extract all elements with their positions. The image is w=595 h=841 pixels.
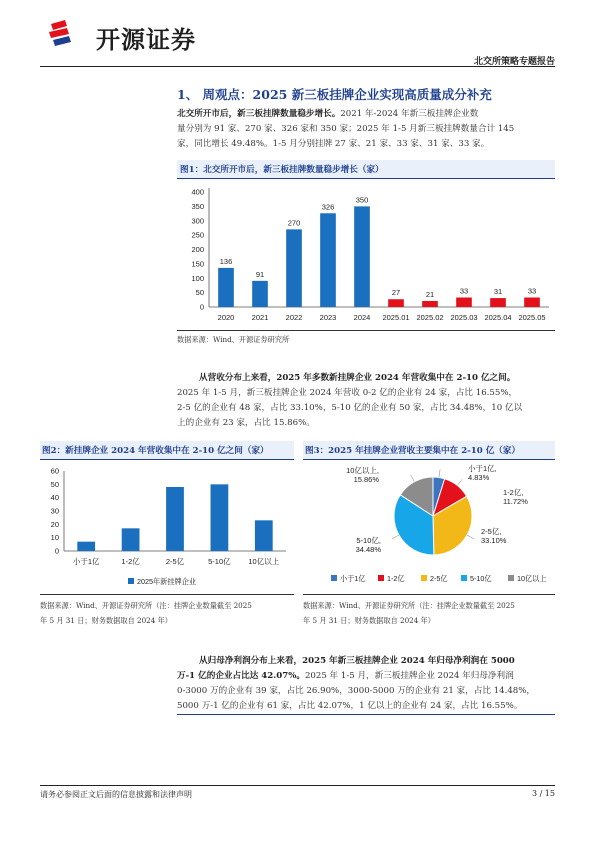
- legend-swatch: [421, 575, 427, 581]
- bar: [388, 299, 404, 307]
- data-label: 33: [527, 286, 537, 296]
- slice-label: 2-5亿,: [481, 527, 502, 536]
- slice-value: 15.86%: [353, 475, 379, 484]
- legend-swatch: [508, 575, 514, 581]
- bar: [286, 229, 302, 307]
- y-tick-label: 20: [50, 519, 59, 529]
- fig2-title: 图2：新挂牌企业 2024 年营收集中在 2-10 亿之间（家）: [42, 446, 269, 456]
- legend-swatch: [331, 575, 337, 581]
- y-tick-label: 40: [50, 493, 59, 503]
- slice-value: 11.72%: [503, 497, 528, 506]
- para2-line2: 2025 年 1-5 月，新三板挂牌企业 2024 年营收 0-2 亿的企业有 24 家，占比 16.55%，: [177, 388, 518, 398]
- data-label: 136: [219, 256, 233, 266]
- y-tick-label: 150: [191, 259, 204, 269]
- para3-line4: 5000 万-1 亿的企业有 61 家，占比 42.07%，1 亿以上的企业有 24 家，占比 16.55%。: [177, 701, 523, 711]
- data-label: 27: [391, 288, 401, 298]
- fig2-source-line1: 数据来源：Wind、开源证券研究所（注：挂牌企业数量截至 2025: [40, 601, 252, 610]
- data-label: 21: [425, 289, 435, 299]
- para3-line3: 0-3000 万的企业有 39 家，占比 26.90%，3000-5000 万的企业有 21 家，占比 14.48%，: [177, 686, 536, 696]
- x-tick-label: 2025.03: [450, 313, 478, 322]
- fig1-bottom-rule: [177, 330, 555, 331]
- bar: [122, 528, 140, 551]
- x-tick-label: 小于1亿: [72, 557, 100, 566]
- fig1-bar-chart: [177, 180, 555, 330]
- bar: [422, 301, 438, 307]
- legend-label: 1-2亿: [387, 574, 405, 583]
- fig2-bar-chart: [40, 461, 294, 594]
- slice-value: 34.48%: [355, 545, 381, 554]
- x-tick-label: 2025.05: [518, 313, 546, 322]
- data-label: 33: [459, 286, 469, 296]
- y-tick-label: 0: [54, 546, 59, 556]
- x-tick-label: 2024: [353, 313, 371, 322]
- y-tick-label: 400: [191, 187, 204, 197]
- footer-disclaimer: 请务必参阅正文后面的信息披露和法律声明: [40, 790, 192, 799]
- bar: [490, 298, 506, 307]
- fig2-title-bar: [40, 441, 294, 459]
- y-tick-label: 350: [191, 201, 204, 211]
- y-tick-label: 100: [191, 273, 204, 283]
- legend-swatch: [128, 578, 134, 584]
- paragraph-net-profit: [177, 654, 557, 714]
- page-number: 3 / 15: [531, 789, 555, 798]
- y-tick-label: 50: [50, 479, 59, 489]
- y-tick-label: 50: [195, 288, 204, 298]
- bar: [354, 206, 370, 307]
- para3-line2: 2025 年 1-5 月，新三板挂牌企业 2024 年归母净利润: [304, 671, 514, 681]
- bar: [252, 281, 268, 307]
- x-tick-label: 5-10亿: [208, 557, 231, 566]
- leader-line: [457, 479, 462, 485]
- leader-line: [439, 470, 440, 478]
- legend-label: 10亿以上: [517, 574, 547, 583]
- data-label: 31: [493, 287, 503, 297]
- slice-label: 10亿以上,: [346, 466, 379, 475]
- para1-line2: 量分别为 91 家、270 家、326 家和 350 家；2025 年 1-5 月新三板挂牌数量合计 145: [177, 124, 515, 134]
- legend-label: 2025年新挂牌企业: [137, 577, 197, 586]
- para3-underline: [177, 714, 555, 715]
- data-label: 91: [255, 269, 265, 279]
- report-type: 北交所策略专题报告: [473, 57, 555, 67]
- slice-label: 1-2亿,: [503, 488, 524, 497]
- fig3-source: [303, 598, 563, 628]
- para2-line4: 上的企业有 23 家，占比 15.86%。: [177, 418, 315, 428]
- slice-value: 33.10%: [481, 536, 507, 545]
- para1-lead: 北交所开市后，新三板挂牌数量稳步增长。: [177, 109, 341, 119]
- y-tick-label: 0: [199, 302, 204, 312]
- x-tick-label: 2021: [251, 313, 269, 322]
- fig1-top-rule: [177, 178, 555, 179]
- legend-label: 2-5亿: [430, 574, 448, 583]
- section-heading: 1、 周观点：2025 新三板挂牌企业实现高质量成分补充: [177, 87, 492, 102]
- data-label: 270: [287, 218, 301, 228]
- bar: [456, 298, 472, 307]
- fig2-bottom-rule: [40, 594, 294, 595]
- fig1-title: 图1：北交所开市后，新三板挂牌数量稳步增长（家）: [180, 165, 384, 175]
- x-tick-label: 1-2亿: [121, 557, 140, 566]
- y-tick-label: 30: [50, 506, 59, 516]
- legend-swatch: [378, 575, 384, 581]
- fig1-source: 数据来源：Wind、开源证券研究所: [177, 335, 290, 344]
- fig2-top-rule: [40, 459, 294, 460]
- legend-swatch: [461, 575, 467, 581]
- slice-value: 4.83%: [468, 473, 490, 482]
- bar: [255, 520, 273, 551]
- para3-lead1: 从归母净利润分布上来看，2025 年新三板挂牌企业 2024 年归母净利润在 5000: [199, 656, 515, 666]
- data-label: 326: [321, 202, 335, 212]
- bar: [320, 213, 336, 307]
- para1-line1: 2021 年-2024 年新三板挂牌企业数: [340, 109, 479, 119]
- leader-line: [392, 535, 399, 539]
- footer-divider: [40, 785, 555, 786]
- legend-label: 小于1亿: [340, 574, 366, 583]
- bar: [524, 298, 540, 307]
- x-tick-label: 2025.02: [416, 313, 444, 322]
- fig3-source-line2: 年 5 月 31 日；财务数据取自 2024 年）: [303, 616, 435, 625]
- x-tick-label: 2-5亿: [165, 557, 185, 566]
- leader-line: [411, 475, 415, 482]
- para3-lead2: 万-1 亿的企业占比达 42.07%。: [177, 671, 305, 681]
- data-label: 350: [355, 195, 369, 205]
- header-divider: [40, 66, 555, 67]
- fig3-title-bar: [303, 441, 555, 459]
- fig2-source-line2: 年 5 月 31 日；财务数据取自 2024 年）: [40, 616, 172, 625]
- para1-line3: 家，同比增长 49.48%。1-5 月分别挂牌 27 家、21 家、33 家、31 家、33 家。: [177, 139, 490, 149]
- leader-line: [467, 535, 474, 539]
- bar: [77, 542, 95, 551]
- x-tick-label: 2025.04: [484, 313, 512, 322]
- fig3-bottom-rule: [303, 594, 555, 595]
- y-tick-label: 250: [191, 230, 204, 240]
- x-tick-label: 10亿以上: [248, 557, 280, 566]
- x-tick-label: 2020: [217, 313, 235, 322]
- fig3-title: 图3：2025 年挂牌企业营收主要集中在 2-10 亿（家）: [305, 446, 521, 456]
- x-tick-label: 2023: [319, 313, 337, 322]
- fig3-top-rule: [303, 459, 555, 460]
- legend-label: 5-10亿: [470, 574, 492, 583]
- y-tick-label: 200: [191, 245, 204, 254]
- bar: [218, 268, 234, 307]
- bar: [166, 487, 184, 551]
- fig2-source: [40, 598, 300, 628]
- y-tick-label: 60: [50, 466, 59, 476]
- brand-logo-text: 开源证券: [96, 26, 196, 54]
- x-tick-label: 2025.01: [382, 313, 410, 322]
- fig3-pie-chart: [303, 461, 555, 594]
- y-tick-label: 10: [50, 533, 59, 543]
- fig1-title-bar: [177, 160, 555, 178]
- logo-icon: [45, 18, 77, 50]
- fig3-source-line1: 数据来源：Wind、开源证券研究所（注：挂牌企业数量截至 2025: [303, 601, 515, 610]
- slice-label: 小于1亿,: [468, 464, 497, 473]
- paragraph-listing-growth: [177, 107, 557, 152]
- para2-line3: 2-5 亿的企业有 48 家，占比 33.10%，5-10 亿的企业有 50 家，占比 34.48%，10 亿以: [177, 403, 523, 413]
- slice-label: 5-10亿,: [356, 536, 381, 545]
- x-tick-label: 2022: [285, 313, 303, 322]
- bar: [211, 484, 229, 551]
- paragraph-revenue: [177, 371, 557, 431]
- y-tick-label: 300: [191, 216, 204, 226]
- para2-lead: 从营收分布上来看，2025 年多数新挂牌企业 2024 年营收集中在 2-10 亿之间。: [199, 373, 516, 383]
